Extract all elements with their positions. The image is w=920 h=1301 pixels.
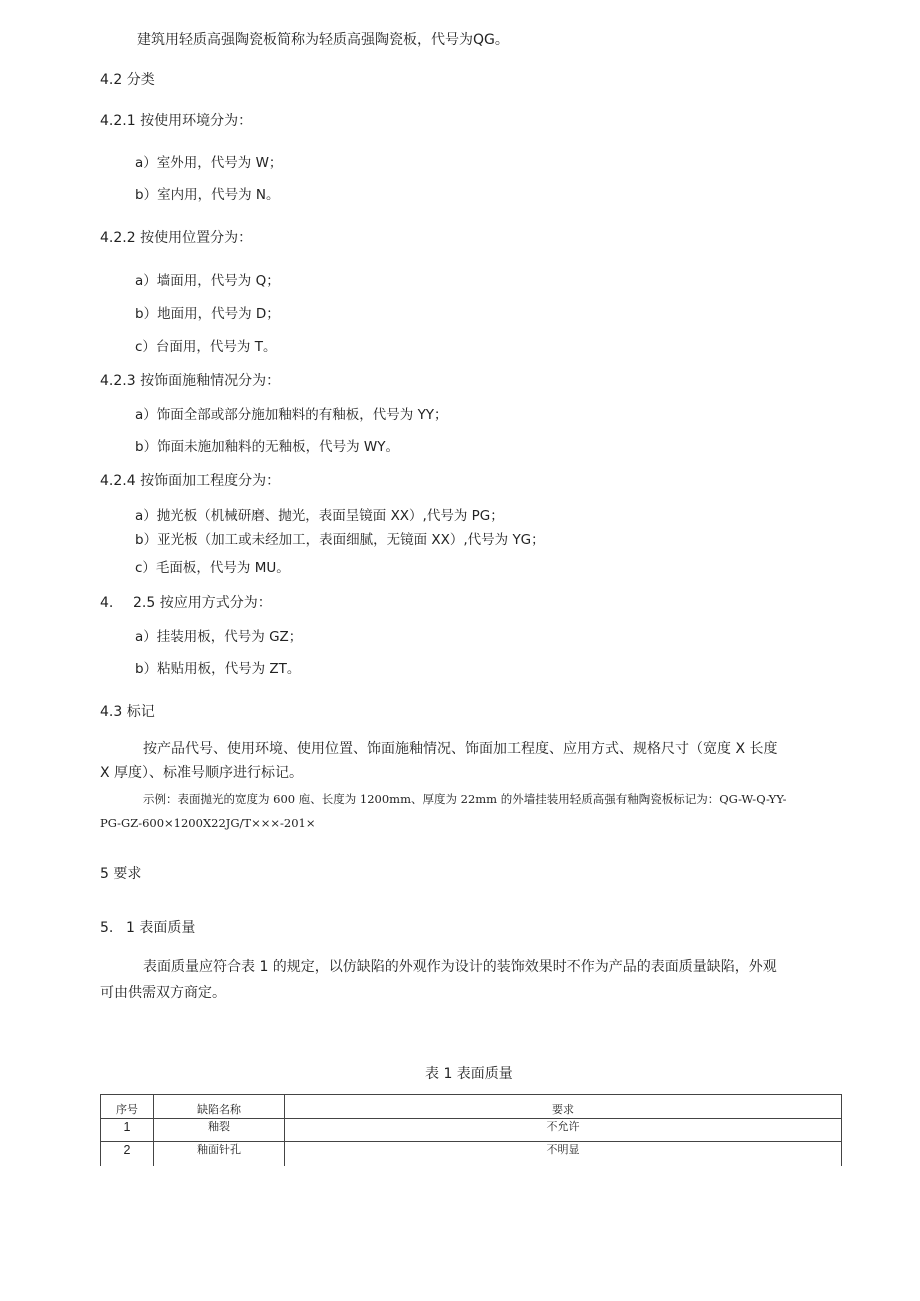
- list-item: b）饰面未施加釉料的无釉板，代号为 WY。: [135, 439, 399, 455]
- list-item: b）室内用，代号为 N。: [135, 187, 280, 203]
- list-item: a）饰面全部或部分施加釉料的有釉板，代号为 YY；: [135, 407, 448, 423]
- table-cell-defect: 釉面针孔: [154, 1142, 285, 1167]
- section-4-2-5-heading: 2.5 按应用方式分为：: [133, 595, 272, 611]
- column-header-requirement: 要求: [285, 1095, 842, 1119]
- section-4-3-heading: 4.3 标记: [100, 704, 155, 720]
- section-5-1-number: 5.: [100, 920, 114, 936]
- table-cell-defect: 釉裂: [154, 1119, 285, 1142]
- section-5-1-paragraph-line-1: 表面质量应符合表 1 的规定，以仿缺陷的外观作为设计的装饰效果时不作为产品的表面质量缺陷，外观: [143, 959, 777, 975]
- intro-paragraph: 建筑用轻质高强陶瓷板简称为轻质高强陶瓷板，代号为QG。: [137, 32, 509, 48]
- table-row: [101, 1142, 842, 1167]
- list-item: a）墙面用，代号为 Q；: [135, 273, 280, 289]
- table-header-row: [101, 1095, 842, 1119]
- list-item: b）粘贴用板，代号为 ZT。: [135, 661, 301, 677]
- list-item: a）抛光板（机械研磨、抛光，表面呈镜面 XX）,代号为 PG；: [135, 508, 504, 524]
- section-4-3-paragraph-line-1: 按产品代号、使用环境、使用位置、饰面施釉情况、饰面加工程度、应用方式、规格尺寸（宽度 X 长度: [143, 741, 778, 757]
- section-4-2-1-heading: 4.2.1 按使用环境分为：: [100, 113, 253, 129]
- section-5-1-heading: 1 表面质量: [126, 920, 196, 936]
- table-cell-index: 1: [101, 1119, 154, 1142]
- table-title: 表 1 表面质量: [425, 1066, 513, 1082]
- section-4-3-paragraph-line-2: X 厚度）、标准号顺序进行标记。: [100, 765, 304, 781]
- list-item: a）挂装用板，代号为 GZ；: [135, 629, 303, 645]
- surface-quality-table: [100, 1094, 842, 1166]
- example-line-1: 示例：表面抛光的宽度为 600 庖、长度为 1200mm、厚度为 22mm 的外墙挂装用轻质高强有釉陶瓷板标记为：QG-W-Q-YY-: [143, 792, 787, 806]
- table-row: [101, 1119, 842, 1142]
- section-4-2-5-number: 4.: [100, 595, 114, 611]
- column-header-defect: 缺陷名称: [154, 1095, 285, 1119]
- section-4-2-4-heading: 4.2.4 按饰面加工程度分为：: [100, 473, 281, 489]
- section-4-2-2-heading: 4.2.2 按使用位置分为：: [100, 230, 253, 246]
- list-item: a）室外用，代号为 W；: [135, 155, 283, 171]
- list-item: b）亚光板（加工或未经加工，表面细腻，无镜面 XX）,代号为 YG；: [135, 532, 545, 548]
- example-line-2: PG-GZ-600×1200X22JG/T×××-201×: [100, 816, 316, 830]
- section-5-1-paragraph-line-2: 可由供需双方商定。: [100, 985, 226, 1001]
- list-item: b）地面用，代号为 D；: [135, 306, 280, 322]
- column-header-index: 序号: [101, 1095, 154, 1119]
- table-cell-index: 2: [101, 1142, 154, 1167]
- section-4-2-heading: 4.2 分类: [100, 72, 155, 88]
- table-cell-requirement: 不明显: [285, 1142, 842, 1167]
- section-5-heading: 5 要求: [100, 866, 142, 882]
- section-4-2-3-heading: 4.2.3 按饰面施釉情况分为：: [100, 373, 281, 389]
- list-item: c）台面用，代号为 T。: [135, 339, 277, 355]
- list-item: c）毛面板，代号为 MU。: [135, 560, 290, 576]
- table-cell-requirement: 不允许: [285, 1119, 842, 1142]
